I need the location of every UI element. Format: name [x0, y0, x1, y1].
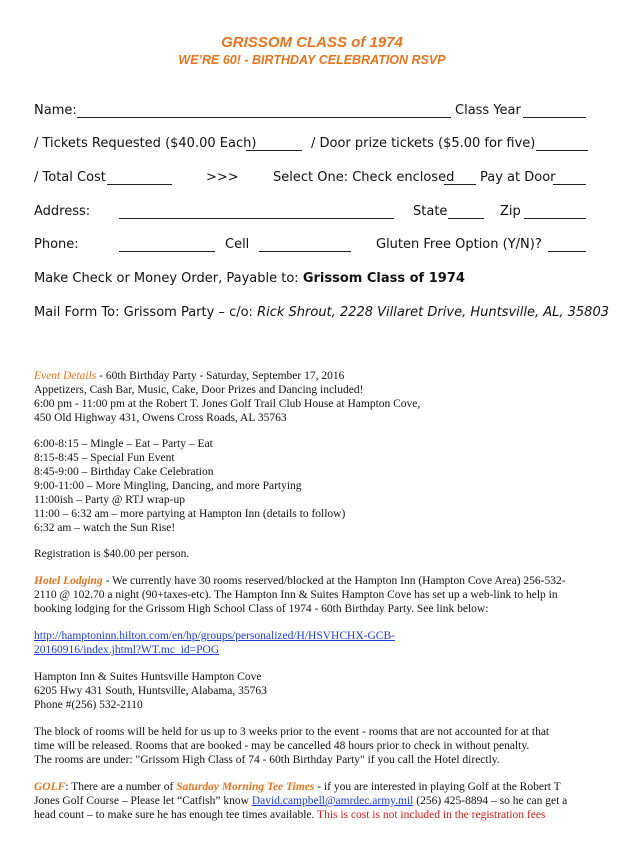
schedule-item: 11:00 – 6:32 am – more partying at Hampton Inn (details to follow) — [34, 508, 346, 520]
select-one-label: Select One: Check enclosed — [273, 170, 455, 185]
zip-field[interactable] — [524, 218, 586, 219]
arrow-text: >>> — [206, 170, 239, 185]
golf-text: head count – to make sure he has enough tee times available. — [34, 809, 318, 821]
state-field[interactable] — [448, 218, 484, 219]
zip-label: Zip — [500, 204, 521, 219]
mail-prefix: Mail Form To: Grissom Party – c/o: — [34, 305, 253, 320]
schedule-item: 8:45-9:00 – Birthday Cake Celebration — [34, 466, 214, 478]
class-year-label: Class Year — [455, 103, 521, 118]
address-field[interactable] — [119, 218, 394, 219]
gluten-free-label: Gluten Free Option (Y/N)? — [376, 237, 542, 252]
gluten-free-field[interactable] — [548, 251, 586, 252]
payable-line — [34, 271, 465, 287]
hotel-phone: Phone #(256) 532-2110 — [34, 699, 143, 711]
mail-address: Rick Shrout, 2228 Villaret Drive, Huntsville, AL, 35803 — [257, 305, 609, 320]
hotel-text: - We currently have 30 rooms reserved/blocked at the Hampton Inn (Hampton Cove Area) 256-532- — [102, 575, 566, 587]
cell-label: Cell — [225, 237, 250, 252]
schedule-item: 6:00-8:15 – Mingle – Eat – Party – Eat — [34, 438, 213, 450]
event-line-4: 450 Old Highway 431, Owens Cross Roads, AL 35763 — [34, 412, 287, 424]
check-enclosed-field[interactable] — [444, 184, 476, 185]
class-year-field[interactable] — [523, 117, 586, 118]
address-label: Address: — [34, 204, 91, 219]
golf-line-1 — [34, 780, 561, 794]
hotel-address-2: 6205 Hwy 431 South, Huntsville, Alabama, 35763 — [34, 685, 267, 697]
payable-name: Grissom Class of 1974 — [302, 271, 465, 286]
golf-line-3 — [34, 808, 545, 822]
event-line-3: 6:00 pm - 11:00 pm at the Robert T. Jones Golf Trail Club House at Hampton Cove, — [34, 398, 421, 410]
event-date: - 60th Birthday Party - Saturday, September 17, 2016 — [96, 370, 345, 382]
golf-text: : There are a number of — [65, 781, 177, 793]
block-line-1: The block of rooms will be held for us up to 3 weeks prior to the event - rooms that are not accounted for at that — [34, 726, 550, 738]
golf-heading: GOLF — [34, 781, 66, 793]
cell-field[interactable] — [259, 251, 351, 252]
block-line-2: time will be released. Rooms that are booked - may be cancelled 48 hours prior to check in without penalty. — [34, 740, 530, 752]
name-field[interactable] — [77, 117, 451, 118]
door-prize-label: / Door prize tickets ($5.00 for five) — [311, 136, 536, 151]
tickets-field[interactable] — [246, 150, 302, 151]
hotel-address-1: Hampton Inn & Suites Huntsville Hampton Cove — [34, 671, 262, 683]
block-line-3: The rooms are under: "Grissom High Class of 74 - 60th Birthday Party" if you call the Hotel directly. — [34, 754, 500, 766]
hotel-line-1 — [34, 574, 566, 588]
event-line-1 — [34, 369, 344, 383]
golf-text: Jones Golf Course – Please let “Catfish” know — [34, 795, 252, 807]
event-line-2: Appetizers, Cash Bar, Music, Cake, Door Prizes and Dancing included! — [34, 384, 364, 396]
schedule-item: 11:00ish – Party @ RTJ wrap-up — [34, 494, 185, 506]
tee-times-text: Saturday Morning Tee Times — [176, 781, 315, 793]
pay-at-door-field[interactable] — [553, 184, 586, 185]
hotel-line-3: booking lodging for the Grissom High School Class of 1974 - 60th Birthday Party. See link below: — [34, 603, 489, 615]
payable-prefix: Make Check or Money Order, Payable to: — [34, 271, 299, 286]
event-heading: Event Details — [34, 370, 97, 382]
mail-line — [34, 305, 609, 321]
phone-label: Phone: — [34, 237, 79, 252]
email-link[interactable]: David.campbell@amrdec.army.mil — [251, 795, 414, 807]
total-cost-field[interactable] — [107, 184, 172, 185]
tickets-label: / Tickets Requested ($40.00 Each) — [34, 136, 257, 151]
door-prize-field[interactable] — [536, 150, 588, 151]
name-label: Name: — [34, 103, 77, 118]
registration-text: Registration is $40.00 per person. — [34, 548, 190, 560]
hotel-link-line-1[interactable]: http://hamptoninn.hilton.com/en/hp/groups/personalized/H/HSVHCHX-GCB- — [34, 630, 395, 642]
schedule-item: 6:32 am – watch the Sun Rise! — [34, 522, 176, 534]
pay-at-door-label: Pay at Door — [480, 170, 556, 185]
phone-field[interactable] — [119, 251, 215, 252]
page-title: GRISSOM CLASS of 1974 — [221, 34, 403, 51]
hotel-line-2: 2110 @ 102.70 a night (90+taxes-etc). The Hampton Inn & Suites Hampton Cove has set up a web-link to help in — [34, 589, 558, 601]
hotel-heading: Hotel Lodging — [34, 575, 103, 587]
page-subtitle: WE’RE 60! - BIRTHDAY CELEBRATION RSVP — [178, 53, 446, 67]
hotel-link-line-2[interactable]: 20160916/index.jhtml?WT.mc_id=POG — [34, 644, 220, 656]
state-label: State — [413, 204, 448, 219]
total-cost-label: / Total Cost — [34, 170, 106, 185]
schedule-item: 8:15-8:45 – Special Fun Event — [34, 452, 175, 464]
golf-text: - if you are interested in playing Golf at the Robert T — [314, 781, 561, 793]
cost-note: This is cost is not included in the registration fees — [317, 809, 546, 821]
golf-text: (256) 425-8894 – so he can get a — [413, 795, 568, 807]
golf-line-2 — [34, 794, 567, 808]
schedule-item: 9:00-11:00 – More Mingling, Dancing, and more Partying — [34, 480, 302, 492]
